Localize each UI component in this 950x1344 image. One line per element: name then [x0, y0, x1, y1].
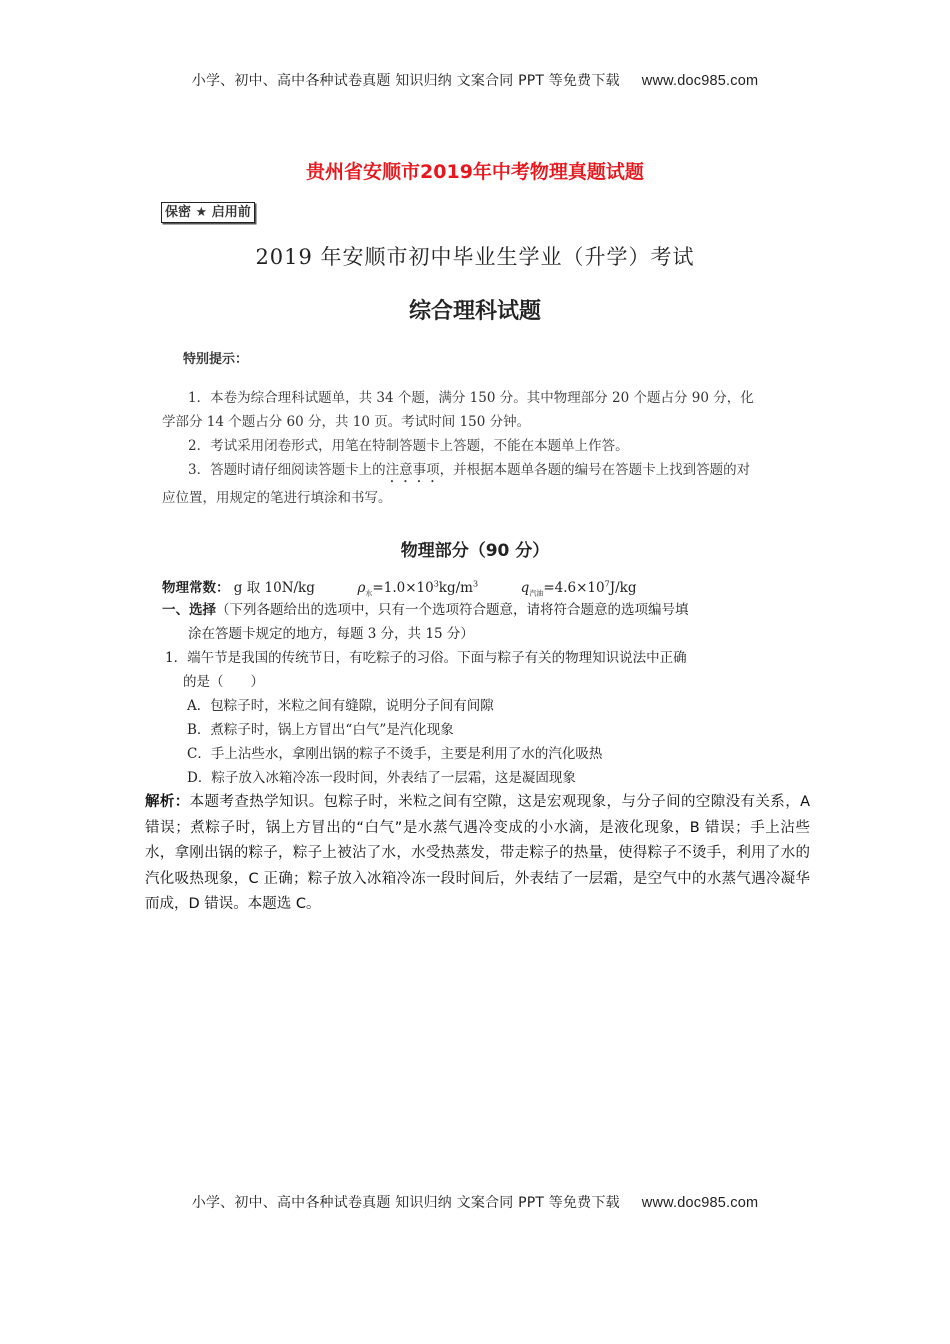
analysis-text: 本题考查热学知识。包粽子时，米粒之间有空隙，这是宏观现象，与分子间的空隙没有关系，A 错误；煮粽子时，锅上方冒出的“白气”是水蒸气遇冷变成的小水滴，是液化现象，B 错误；手上沾些水，拿刚出锅的粽子，粽子上被沾了水，水受热蒸发，带走粽子的热量，使得粽子不烫手，利用了水的汽化吸热现象，C 正确；粽子放入冰箱冷冻一段时间后，外表结了一层霜，是空气中的水蒸气遇冷凝华而成，D 错误。本题选 C。 [145, 794, 811, 912]
analysis-label: 解析： [145, 794, 190, 810]
notes-list [162, 386, 762, 510]
note-3-before: 3．答题时请仔细阅读答题卡上的 [188, 462, 386, 478]
note-3-after: ，并根据本题单各题的编号在答题卡上找到答题的对应位置，用规定的笔进行填涂和书写。 [162, 462, 751, 506]
header-banner [0, 70, 950, 90]
physics-constants [162, 576, 636, 599]
option-b: B．煮粽子时，锅上方冒出“白气”是汽化现象 [187, 722, 454, 738]
subject-title: 综合理科试题 [408, 299, 541, 324]
footer-banner [0, 1192, 950, 1212]
constant-g: g 取 10N/kg [233, 580, 315, 596]
secret-stamp: 保密 ★ 启用前 [161, 202, 255, 223]
section-one-instructions [162, 598, 762, 646]
constant-q: $q_{汽油}=4.6\times 10^7J/kg$ [520, 579, 637, 598]
section-one-instruction-2: 涂在答题卡规定的地方，每题 3 分，共 15 分） [188, 626, 474, 642]
option-d: D．粽子放入冰箱冷冻一段时间，外表结了一层霜，这是凝固现象 [187, 770, 576, 786]
question-1-stem-line-1: 1．端午节是我国的传统节日，有吃粽子的习俗。下面与粽子有关的物理知识说法中正确 [165, 650, 687, 666]
question-1-stem-line-2: 的是（ ） [183, 674, 264, 690]
footer-banner-url[interactable]: www.doc985.com [641, 1195, 759, 1211]
document-title: 贵州省安顺市2019年中考物理真题试题 [306, 161, 644, 183]
section-one-instruction-1: （下列各题给出的选项中，只有一个选项符合题意，请将符合题意的选项编号填 [216, 602, 689, 618]
header-banner-text: 小学、初中、高中各种试卷真题 知识归纳 文案合同 PPT 等免费下载 [191, 73, 620, 89]
option-a: A．包粽子时，米粒之间有缝隙，说明分子间有间隙 [187, 698, 494, 714]
notes-heading: 特别提示： [183, 352, 249, 367]
constants-label: 物理常数： [162, 580, 230, 596]
note-1: 1．本卷为综合理科试题单，共 34 个题，满分 150 分。其中物理部分 20 个题占分 90 分，化学部分 14 个题占分 60 分，共 10 页。考试时间 150 分钟。 [162, 390, 754, 430]
header-banner-url[interactable]: www.doc985.com [641, 73, 759, 89]
note-3 [162, 458, 762, 510]
constant-rho: $\rho_水=1.0\times 10^3kg/m^3$ [357, 579, 479, 598]
question-1 [165, 646, 765, 790]
note-3-emphasis: 注意事项 [385, 462, 440, 478]
physics-section-heading: 物理部分（90 分） [400, 541, 550, 561]
analysis-paragraph [145, 790, 810, 918]
section-one-label: 一、选择 [162, 602, 216, 618]
note-2: 2．考试采用闭卷形式，用笔在特制答题卡上答题，不能在本题单上作答。 [188, 438, 629, 454]
option-c: C．手上沾些水，拿刚出锅的粽子不烫手，主要是利用了水的汽化吸热 [187, 746, 603, 762]
exam-title: 2019 年安顺市初中毕业生学业（升学）考试 [255, 245, 695, 269]
footer-banner-text: 小学、初中、高中各种试卷真题 知识归纳 文案合同 PPT 等免费下载 [191, 1195, 620, 1211]
